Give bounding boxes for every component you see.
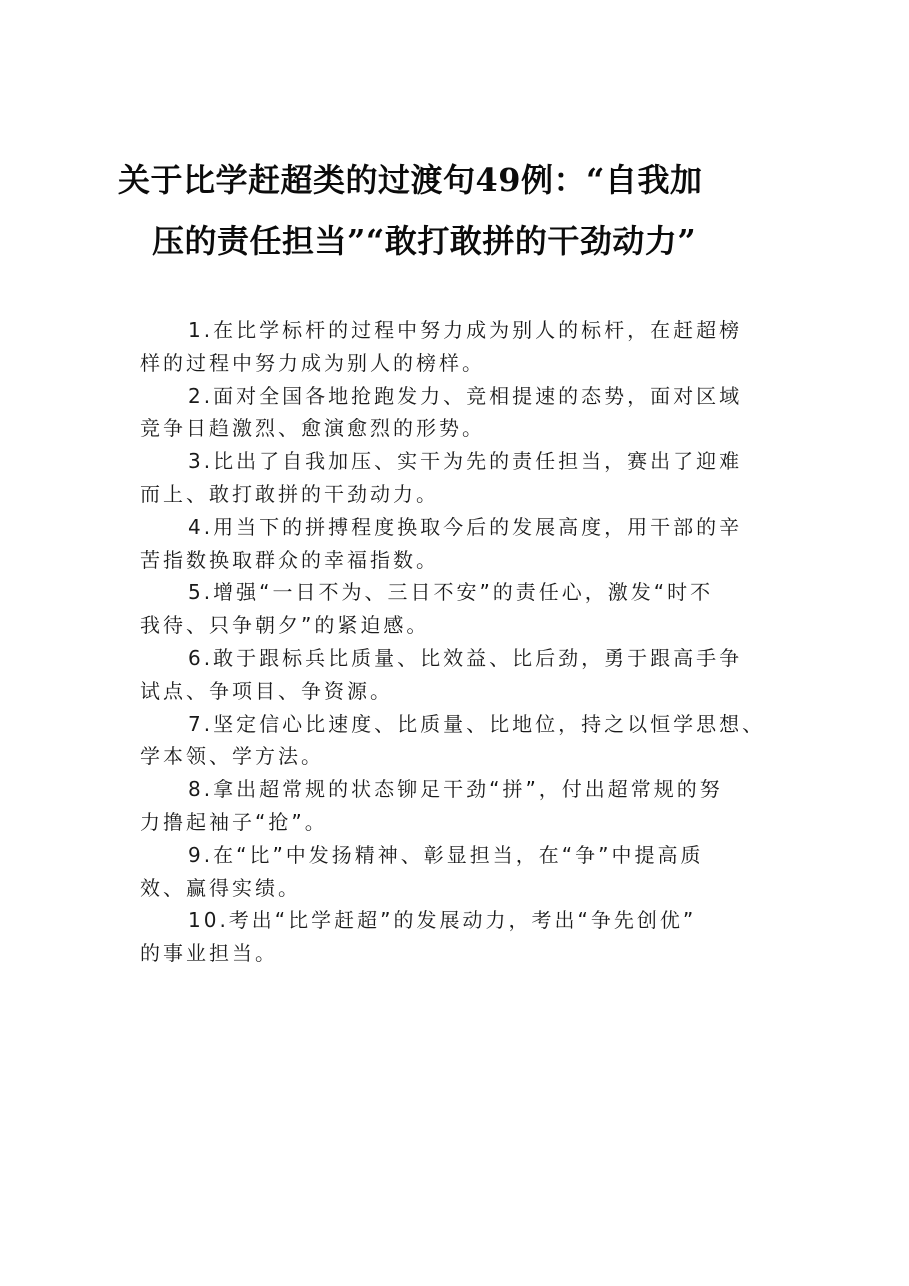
item-line-2: 力撸起袖子“抢”。 [140,809,328,834]
item-line-2: 试点、争项目、争资源。 [140,678,393,703]
item-line-1: 5.增强“一日不为、三日不安”的责任心，激发“时不 [188,580,714,605]
item-line-2: 效、赢得实绩。 [140,875,301,900]
item-line-1: 1.在比学标杆的过程中努力成为别人的标杆，在赶超榜 [188,318,743,342]
list-item [140,773,800,839]
item-line-1: 6.敢于跟标兵比质量、比效益、比后劲，勇于跟高手争 [188,645,743,670]
item-line-1: 9.在“比”中发扬精神、彰显担当，在“争”中提高质 [188,842,704,867]
list-item [140,839,800,905]
item-line-2: 学本领、学方法。 [140,744,324,769]
item-line-2: 而上、敢打敢拼的干劲动力。 [140,481,439,506]
item-line-2: 的事业担当。 [140,941,278,966]
document-title [110,150,810,272]
item-line-2: 苦指数换取群众的幸福指数。 [140,547,439,572]
item-line-1: 2.面对全国各地抢跑发力、竞相提速的态势，面对区域 [188,383,743,408]
list-item [140,708,800,774]
title-line-2: 压的责任担当”“敢打敢拼的干劲动力” [152,222,697,260]
item-line-1: 3.比出了自我加压、实干为先的责任担当，赛出了迎难 [188,449,743,474]
list-item [140,314,800,380]
list-item [140,511,800,577]
item-line-1: 10.考出“比学赶超”的发展动力，考出“争先创优” [188,908,697,933]
list-item [140,380,800,446]
item-line-1: 7.坚定信心比速度、比质量、比地位，持之以恒学思想、 [188,711,766,736]
item-line-1: 8.拿出超常规的状态铆足干劲“拼”，付出超常规的努 [188,777,723,802]
item-line-2: 我待、只争朝夕”的紧迫感。 [140,613,430,638]
document-body [140,314,800,970]
list-item [140,576,800,642]
list-item [140,445,800,511]
item-line-1: 4.用当下的拼搏程度换取今后的发展高度，用干部的辛 [188,514,743,539]
list-item [140,642,800,708]
list-item [140,904,800,970]
item-line-2: 竞争日趋激烈、愈演愈烈的形势。 [140,416,485,441]
title-line-1: 关于比学赶超类的过渡句49例：“自我加 [118,161,703,199]
item-line-2: 样的过程中努力成为别人的榜样。 [140,350,485,375]
